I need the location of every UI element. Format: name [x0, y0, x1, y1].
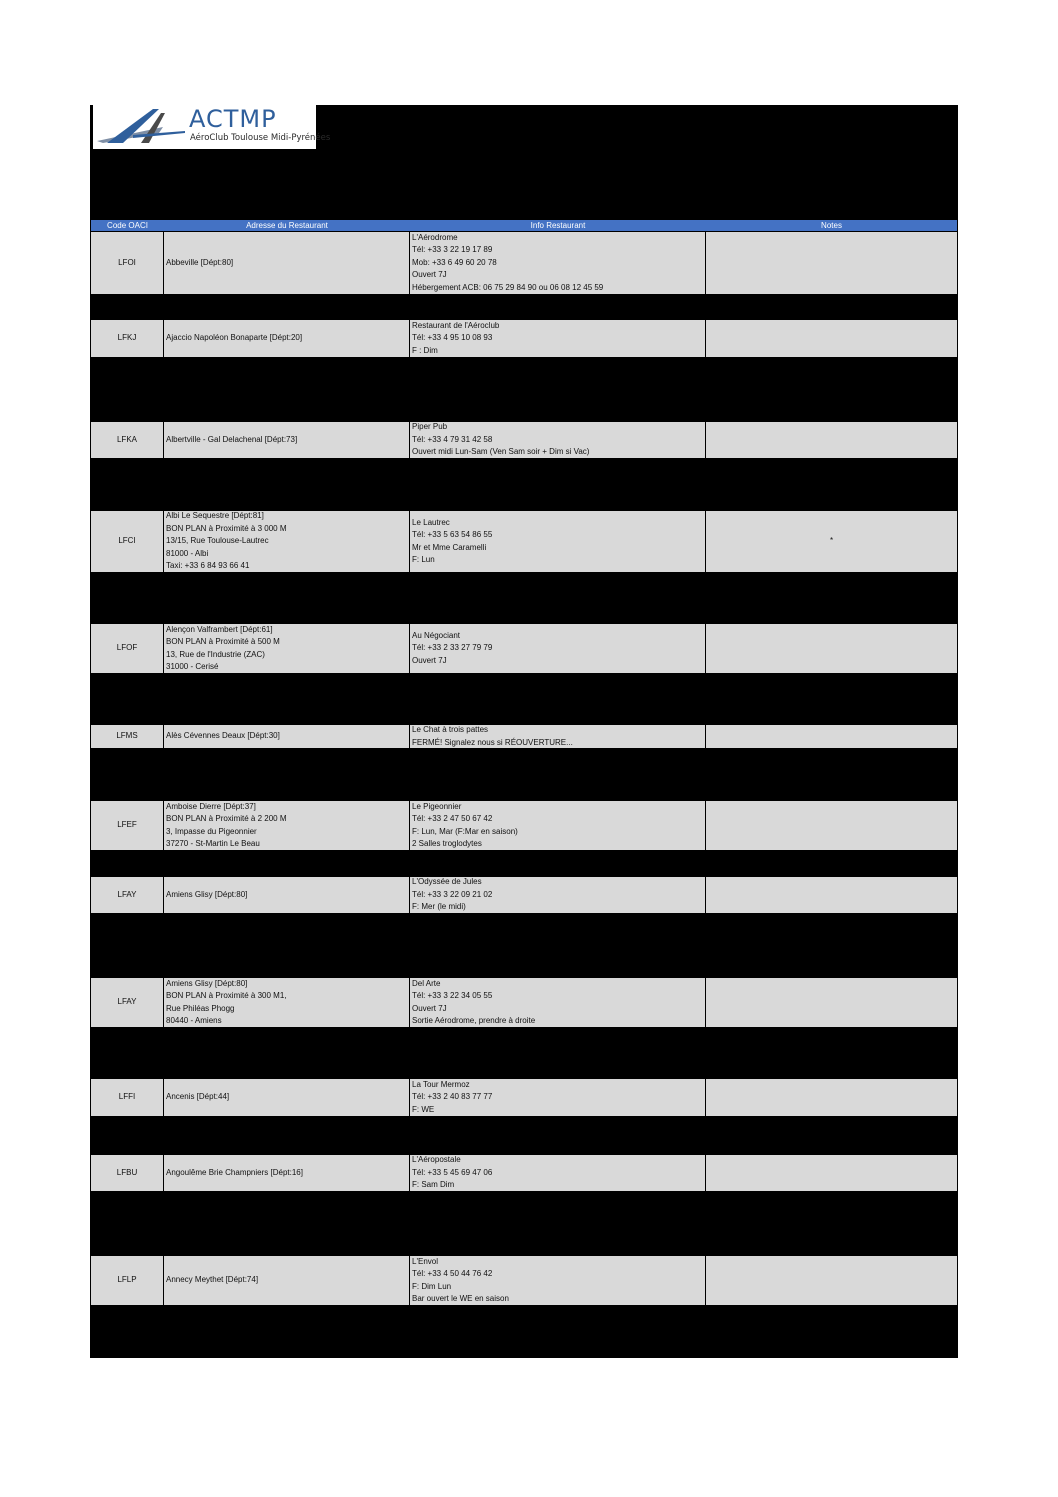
address-line: Amiens Glisy [Dépt:80] — [166, 889, 248, 899]
info-line: 2 Salles troglodytes — [412, 839, 482, 848]
info-line: Le Lautrec — [412, 517, 450, 527]
logo — [93, 105, 331, 149]
notes-cell — [706, 877, 957, 914]
info-line: Del Arte — [412, 978, 441, 988]
table-row — [91, 978, 957, 1028]
address-line: 37270 - St-Martin Le Beau — [166, 839, 260, 848]
info-cell — [410, 422, 706, 459]
logo-brand: ACTMP — [189, 105, 277, 133]
address-line: 31000 - Cerisé — [166, 662, 219, 671]
info-line: Ouvert 7J — [412, 270, 447, 280]
info-cell — [410, 1155, 706, 1192]
code-cell: LFCI — [91, 511, 164, 573]
table-row — [91, 232, 957, 295]
info-line: Tél: +33 3 22 19 17 89 — [412, 245, 493, 255]
address-line: Ancenis [Dépt:44] — [166, 1092, 230, 1102]
info-line: L'Aéropostale — [412, 1155, 461, 1165]
address-line: 80440 - Amiens — [166, 1016, 222, 1025]
notes-cell — [706, 1155, 957, 1192]
info-cell — [410, 725, 706, 749]
notes-cell — [706, 978, 957, 1028]
info-line: F: Sam Dim — [412, 1180, 455, 1190]
table-row — [91, 801, 957, 851]
notes-cell — [706, 801, 957, 851]
info-line: Restaurant de l'Aéroclub — [412, 320, 500, 330]
info-cell — [410, 1256, 706, 1306]
info-line: Tél: +33 4 95 10 08 93 — [412, 333, 493, 343]
code-cell: LFEF — [91, 801, 164, 851]
address-line: Ajaccio Napoléon Bonaparte [Dépt:20] — [166, 333, 303, 343]
info-line: Hébergement ACB: 06 75 29 84 90 ou 06 08 12 45 59 — [412, 282, 604, 292]
address-line: Amiens Glisy [Dépt:80] — [166, 978, 248, 988]
address-line: 81000 - Albi — [166, 548, 209, 558]
table-header — [91, 220, 957, 231]
info-line: Tél: +33 4 79 31 42 58 — [412, 434, 493, 444]
logo-subtitle: AéroClub Toulouse Midi-Pyrénées — [190, 133, 331, 143]
address-line: BON PLAN à Proximité à 2 200 M — [166, 814, 287, 823]
table-row — [91, 422, 957, 459]
notes-cell — [706, 422, 957, 459]
address-line: Angoulême Brie Champniers [Dépt:16] — [166, 1167, 303, 1177]
header-code: Code OACI — [107, 221, 148, 230]
notes-cell: * — [706, 511, 957, 573]
info-line: L'Aérodrome — [412, 232, 458, 242]
address-cell — [164, 877, 410, 914]
address-line: 13/15, Rue Toulouse-Lautrec — [166, 536, 269, 546]
table-row — [91, 1256, 957, 1306]
notes-cell — [706, 320, 957, 358]
info-line: Le Chat à trois pattes — [412, 725, 489, 734]
info-line: Mob: +33 6 49 60 20 78 — [412, 257, 497, 267]
info-cell — [410, 801, 706, 851]
code-cell: LFBU — [91, 1155, 164, 1192]
info-line: L'Envol — [412, 1256, 438, 1266]
info-line: Ouvert midi Lun-Sam (Ven Sam soir + Dim si Vac) — [412, 447, 590, 457]
address-line: BON PLAN à Proximité à 300 M1, — [166, 991, 287, 1000]
info-line: F: WE — [412, 1104, 435, 1114]
info-line: F : Dim — [412, 345, 438, 355]
notes-cell — [706, 232, 957, 295]
info-line: Sortie Aérodrome, prendre à droite — [412, 1016, 536, 1025]
info-line: Ouvert 7J — [412, 1003, 447, 1013]
code-cell: LFKJ — [91, 320, 164, 358]
notes-cell — [706, 725, 957, 749]
info-cell — [410, 320, 706, 358]
code-cell: LFLP — [91, 1256, 164, 1306]
code-cell: LFFI — [91, 1079, 164, 1117]
info-line: F: Dim Lun — [412, 1281, 452, 1291]
info-line: Piper Pub — [412, 422, 448, 432]
plane-logo-icon — [93, 105, 189, 149]
table-row — [91, 1079, 957, 1117]
info-line: Tél: +33 3 22 09 21 02 — [412, 889, 493, 899]
info-cell — [410, 232, 706, 295]
address-cell — [164, 422, 410, 459]
address-line: Taxi: +33 6 84 93 66 41 — [166, 561, 250, 571]
code-cell: LFOI — [91, 232, 164, 295]
table-row — [91, 511, 957, 573]
address-cell — [164, 1079, 410, 1117]
info-line: Tél: +33 3 22 34 05 55 — [412, 991, 493, 1000]
address-line: Rue Philéas Phogg — [166, 1003, 235, 1013]
info-line: Tél: +33 2 47 50 67 42 — [412, 814, 493, 823]
info-line: L'Odyssée de Jules — [412, 877, 482, 887]
address-line: Albi Le Sequestre [Dépt:81] — [166, 511, 264, 521]
info-line: Au Négociant — [412, 630, 461, 640]
table-row — [91, 877, 957, 914]
address-line: Alès Cévennes Deaux [Dépt:30] — [166, 731, 280, 741]
info-line: Mr et Mme Caramelli — [412, 542, 487, 552]
notes-cell — [706, 624, 957, 674]
code-cell: LFKA — [91, 422, 164, 459]
header-info: Info Restaurant — [530, 221, 586, 230]
address-line: Amboise Dierre [Dépt:37] — [166, 801, 256, 811]
notes-cell — [706, 1256, 957, 1306]
info-cell — [410, 1079, 706, 1117]
notes-cell — [706, 1079, 957, 1117]
header-notes: Notes — [821, 221, 842, 230]
address-line: Alençon Valframbert [Dépt:61] — [166, 624, 273, 634]
info-line: FERMÉ! Signalez nous si RÉOUVERTURE... — [412, 737, 573, 747]
info-line: Tél: +33 2 33 27 79 79 — [412, 643, 493, 653]
info-line: La Tour Mermoz — [412, 1079, 470, 1089]
address-line: Abbeville [Dépt:80] — [166, 257, 234, 267]
address-cell — [164, 801, 410, 851]
table-row — [91, 725, 957, 749]
address-cell — [164, 232, 410, 295]
address-cell — [164, 511, 410, 573]
code-cell: LFOF — [91, 624, 164, 674]
address-line: 3, Impasse du Pigeonnier — [166, 826, 257, 836]
info-line: Bar ouvert le WE en saison — [412, 1294, 509, 1303]
info-cell — [410, 511, 706, 573]
code-cell: LFAY — [91, 978, 164, 1028]
address-cell — [164, 725, 410, 749]
address-cell — [164, 624, 410, 674]
address-line: Annecy Meythet [Dépt:74] — [166, 1275, 259, 1285]
code-cell: LFAY — [91, 877, 164, 914]
address-line: 13, Rue de l'Industrie (ZAC) — [166, 649, 265, 659]
info-cell — [410, 624, 706, 674]
address-line: BON PLAN à Proximité à 3 000 M — [166, 523, 287, 533]
table-row — [91, 624, 957, 674]
info-cell — [410, 877, 706, 914]
address-cell — [164, 1155, 410, 1192]
code-cell: LFMS — [91, 725, 164, 749]
address-cell — [164, 978, 410, 1028]
info-line: Tél: +33 2 40 83 77 77 — [412, 1092, 493, 1102]
info-line: Tél: +33 5 63 54 86 55 — [412, 530, 493, 539]
info-line: Ouvert 7J — [412, 655, 447, 665]
info-line: Tél: +33 5 45 69 47 06 — [412, 1167, 493, 1177]
info-cell — [410, 978, 706, 1028]
info-line: F: Lun, Mar (F:Mar en saison) — [412, 826, 518, 836]
address-cell — [164, 1256, 410, 1306]
address-cell — [164, 320, 410, 358]
table-row — [91, 1155, 957, 1192]
info-line: Tél: +33 4 50 44 76 42 — [412, 1269, 493, 1278]
info-line: Le Pigeonnier — [412, 801, 462, 811]
address-line: BON PLAN à Proximité à 500 M — [166, 637, 280, 646]
header-address: Adresse du Restaurant — [246, 221, 328, 230]
table-row — [91, 320, 957, 358]
info-line: F: Mer (le midi) — [412, 902, 466, 912]
address-line: Albertville - Gal Delachenal [Dépt:73] — [166, 434, 298, 444]
info-line: F: Lun — [412, 555, 435, 564]
